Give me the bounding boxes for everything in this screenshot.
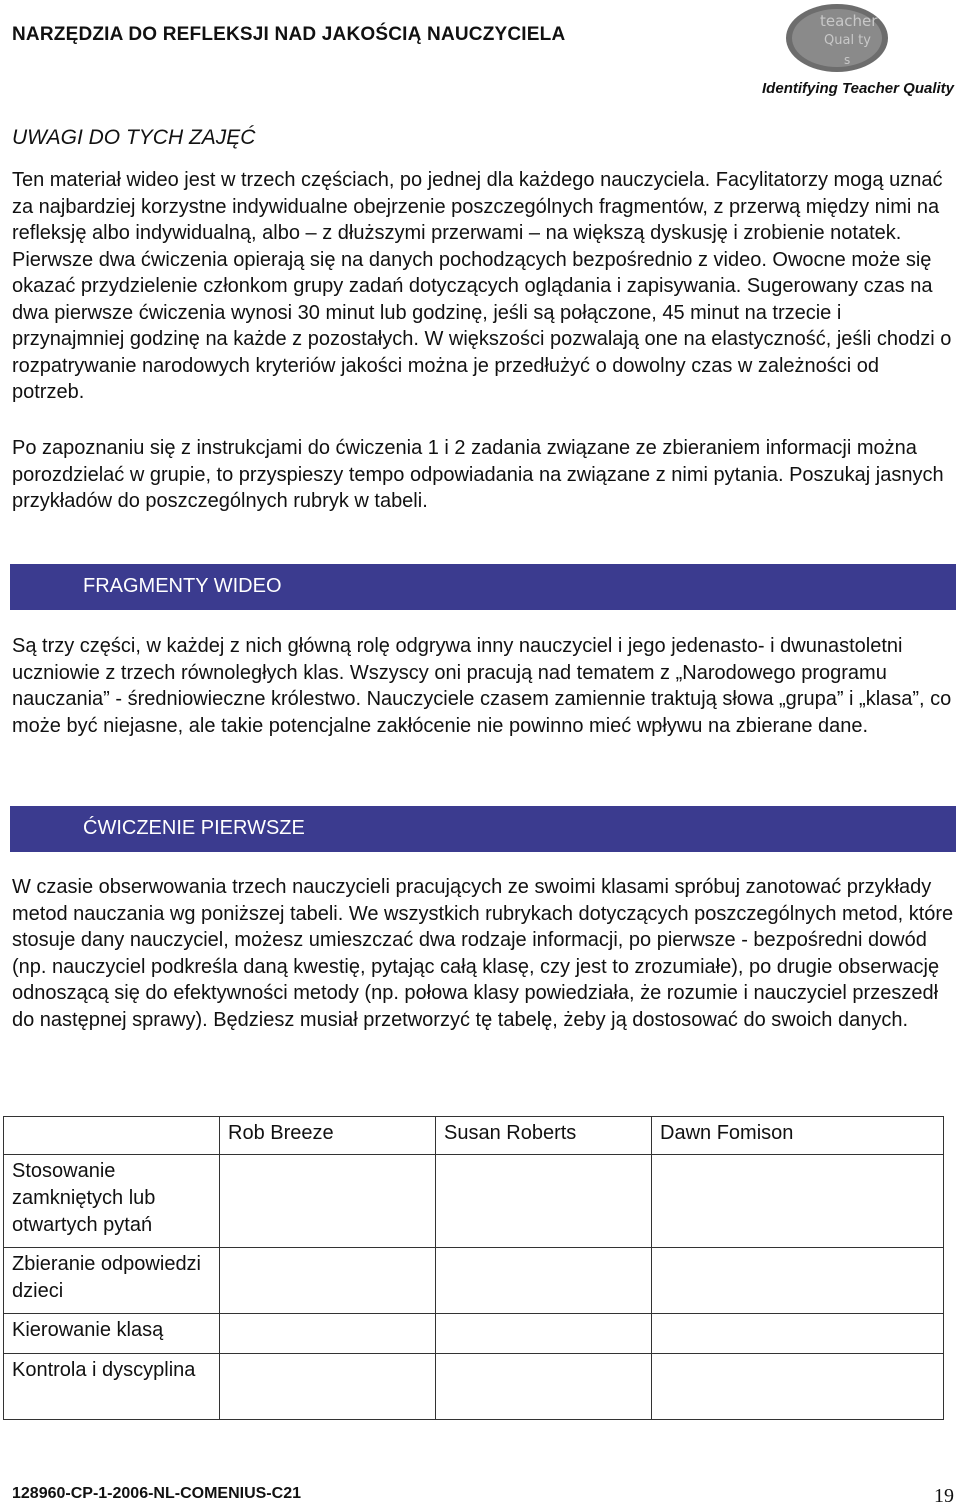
table-row [4, 1354, 944, 1420]
table-cell [436, 1155, 652, 1248]
row-label-answers: Zbieranie odpowiedzi dzieci [4, 1248, 220, 1314]
header-subtitle: Identifying Teacher Quality [762, 80, 954, 97]
teacher-header-dawn: Dawn Fomison [652, 1117, 944, 1155]
table-cell [220, 1155, 436, 1248]
table-cell [652, 1354, 944, 1420]
table-header-row [4, 1117, 944, 1155]
table-cell [220, 1314, 436, 1354]
table-cell [652, 1155, 944, 1248]
table-cell [220, 1354, 436, 1420]
row-label-questions: Stosowanie zamkniętych lub otwartych pytań [4, 1155, 220, 1248]
table-row [4, 1314, 944, 1354]
notes-heading: UWAGI DO TYCH ZAJĘĆ [12, 126, 256, 149]
table-cell [436, 1314, 652, 1354]
svg-text:teacher: teacher [820, 12, 878, 30]
page-number: 19 [934, 1485, 954, 1507]
svg-text:Qual ty: Qual ty [824, 33, 871, 48]
teacher-methods-table [3, 1116, 944, 1420]
table-cell [436, 1354, 652, 1420]
table-cell [652, 1314, 944, 1354]
table-cell [220, 1248, 436, 1314]
teacher-header-susan: Susan Roberts [436, 1117, 652, 1155]
table-corner-cell [4, 1117, 220, 1155]
notes-paragraph-1: Ten materiał wideo jest w trzech częściach, po jednej dla każdego nauczyciela. Facylitatorzy mogą uznać za najbardziej korzystne indywidualne obejrzenie poszczególnych fragmentów, z przerwą między nimi na refleksję albo indywidualną, albo – z dłuższymi przerwami – na większą dyskusję i zrobienie notatek. Pierwsze dwa ćwiczenia opierają się na danych pochodzących bezpośrednio z video. Owocne może się okazać przydzielenie członkom grupy zadań dotyczących oglądania i zapisywania. Sugerowany czas na dwa pierwsze ćwiczenia wynosi 30 minut lub godzinę, jeśli są połączone, 45 minut na trzecie i przynajmniej godzinę na każde z pozostałych. W większości pozwalają one na elastyczność, jeśli chodzi o rozpatrywanie narodowych kryteriów jakości można je przedłużyć o dowolny czas w zależności od potrzeb. [12, 169, 952, 403]
table-row [4, 1155, 944, 1248]
exercise1-band [10, 806, 956, 852]
footer-code: 128960-CP-1-2006-NL-COMENIUS-C21 [12, 1485, 301, 1502]
svg-text:s: s [844, 53, 851, 67]
table-row [4, 1248, 944, 1314]
header-title: NARZĘDZIA DO REFLEKSJI NAD JAKOŚCIĄ NAUCZYCIELA [12, 24, 566, 45]
exercise1-band-label: ĆWICZENIE PIERWSZE [83, 817, 305, 839]
notes-paragraph-2: Po zapoznaniu się z instrukcjami do ćwiczenia 1 i 2 zadania związane ze zbieraniem informacji można porozdzielać w grupie, to przyspieszy tempo odpowiadania na związane z nimi pytania. Poszukaj jasnych przykładów do poszczególnych rubryk w tabeli. [12, 437, 944, 512]
fragments-band [10, 564, 956, 610]
teacher-quality-logo [784, 2, 890, 74]
table-cell [436, 1248, 652, 1314]
exercise1-text: W czasie obserwowania trzech nauczycieli pracujących ze swoimi klasami spróbuj zanotować przykłady metod nauczania wg poniższej tabeli. We wszystkich rubrykach dotyczących poszczególnych metod, które stosuje dany nauczyciel, możesz umieszczać dwa rodzaje informacji, po pierwsze - bezpośredni dowód (np. nauczyciel podkreśla daną kwestię, pytając całą klasę, czy jest to zrozumiałe), po drugie obserwację odnoszącą się do efektywności metody (np. połowa klasy powiedziała, że rozumie i nauczyciel przeszedł do następnej sprawy). Będziesz musiał przetworzyć tę tabelę, żeby ją dostosować do swoich danych. [12, 876, 954, 1031]
row-label-discipline: Kontrola i dyscyplina [4, 1354, 220, 1420]
teacher-header-rob: Rob Breeze [220, 1117, 436, 1155]
row-label-class-management: Kierowanie klasą [4, 1314, 220, 1354]
table-cell [652, 1248, 944, 1314]
fragments-text: Są trzy części, w każdej z nich główną rolę odgrywa inny nauczyciel i jego jedenasto- i dwunastoletni uczniowie z trzech równoległych klas. Wszyscy oni pracują nad tematem z „Narodowego programu nauczania” - średniowieczne królestwo. Nauczyciele czasem zamiennie traktują słowa „grupa” i „klasa”, co może być niejasne, ale takie potencjalne zakłócenie nie powinno mieć wpływu na zbierane dane. [12, 635, 952, 737]
fragments-band-label: FRAGMENTY WIDEO [83, 575, 282, 597]
